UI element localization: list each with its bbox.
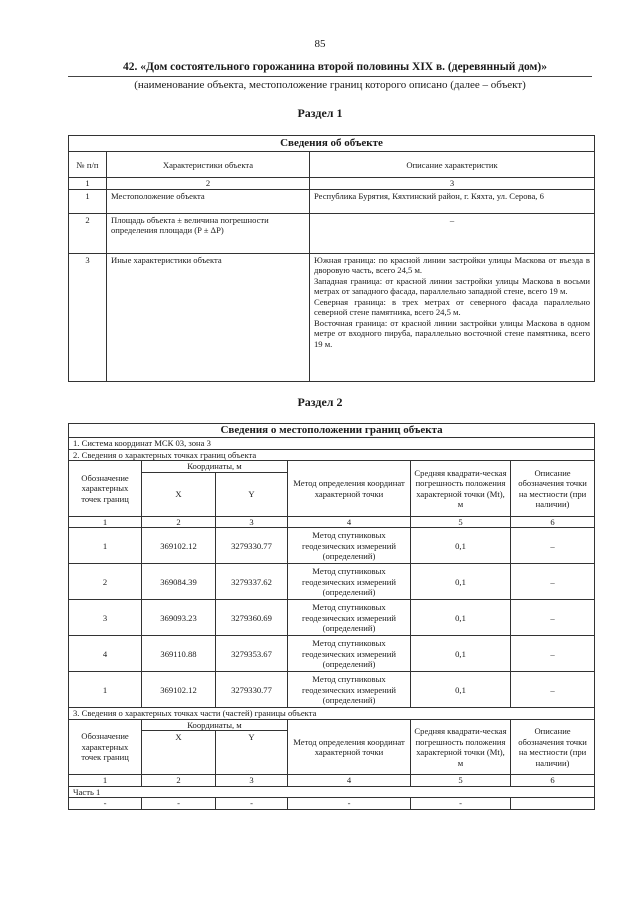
row-description [310,253,595,381]
section1-heading: Раздел 1 [297,106,343,120]
col-number: 5 [411,775,511,786]
row-num: 3 [69,253,107,381]
table-row [69,636,595,672]
point-y: 3279330.77 [216,672,288,708]
point-y: 3279337.62 [216,564,288,600]
header-coords: Координаты, м [142,461,288,472]
col-number: 1 [69,516,142,527]
col-number: 3 [216,775,288,786]
point-id: 1 [69,528,142,564]
title-underline [68,76,592,77]
point-error: 0,1 [411,672,511,708]
point-method: Метод спутниковых геодезических измерений (определений) [288,600,411,636]
point-x: 369102.12 [142,528,216,564]
col-number: 4 [288,516,411,527]
point-marker: – [511,528,595,564]
point-y: 3279330.77 [216,528,288,564]
row-num: 1 [69,189,107,213]
col-number: 4 [288,775,411,786]
coord-system: 1. Система координат МСК 03, зона 3 [69,438,595,449]
point-error: 0,1 [411,600,511,636]
header-error: Средняя квадрати-ческая погрешность положения характерной точки (Mt), м [411,461,511,516]
header-error: Средняя квадрати-ческая погрешность положения характерной точки (Mt), м [411,719,511,774]
part-row [69,798,595,809]
col-number: 6 [511,775,595,786]
part-cell: - [142,798,216,809]
part-cell: - [69,798,142,809]
header-y: Y [216,731,288,775]
header-designation: Обозначение характерных точек границ [69,719,142,774]
col-number: 6 [511,516,595,527]
header-y: Y [216,472,288,516]
point-method: Метод спутниковых геодезических измерений (определений) [288,564,411,600]
part-cell: - [411,798,511,809]
header-num: № п/п [69,152,107,178]
header-description: Описание характеристик [310,152,595,178]
col-number: 1 [69,178,107,189]
row-characteristic: Местоположение объекта [107,189,310,213]
header-coords: Координаты, м [142,719,288,730]
col-number: 2 [142,775,216,786]
boundary-location-table [68,423,595,810]
point-id: 1 [69,672,142,708]
point-method: Метод спутниковых геодезических измерений (определений) [288,636,411,672]
header-marker: Описание обозначения точки на местности (при наличии) [511,719,595,774]
points-body [69,528,595,708]
points-subtitle: 2. Сведения о характерных точках границ объекта [69,449,595,460]
object-info-table [68,135,595,382]
row-description: Республика Бурятия, Кяхтинский район, г. Кяхта, ул. Серова, 6 [310,189,595,213]
point-marker: – [511,600,595,636]
point-marker: – [511,672,595,708]
table-row [69,213,595,253]
section2-heading: Раздел 2 [297,395,343,409]
table-row [69,528,595,564]
table-row [69,600,595,636]
col-number: 5 [411,516,511,527]
row-characteristic: Иные характеристики объекта [107,253,310,381]
header-x: X [142,731,216,775]
row-characteristic: Площадь объекта ± величина погрешности определения площади (P ± ΔP) [107,213,310,253]
point-id: 3 [69,600,142,636]
header-method: Метод определения координат характерной точки [288,461,411,516]
point-method: Метод спутниковых геодезических измерений (определений) [288,672,411,708]
point-error: 0,1 [411,528,511,564]
col-number: 3 [310,178,595,189]
page-number: 85 [314,38,326,50]
point-x: 369110.88 [142,636,216,672]
col-number: 2 [107,178,310,189]
table-row [69,564,595,600]
object-title: 42. «Дом состоятельного горожанина второй половины XIX в. (деревянный дом)» [123,61,547,73]
point-x: 369102.12 [142,672,216,708]
object-info-caption: Сведения об объекте [69,136,595,152]
point-x: 369084.39 [142,564,216,600]
header-method: Метод определения координат характерной точки [288,719,411,774]
boundary-east: Восточная граница: от красной линии застройки улицы Маскова в одном метре от входного пируба, параллельно восточной стене памятника, всего 19 м. [314,317,590,349]
table-row [69,189,595,213]
header-marker: Описание обозначения точки на местности (при наличии) [511,461,595,516]
point-error: 0,1 [411,636,511,672]
row-description: – [310,213,595,253]
point-y: 3279353.67 [216,636,288,672]
col-number: 2 [142,516,216,527]
col-number: 3 [216,516,288,527]
point-method: Метод спутниковых геодезических измерений (определений) [288,528,411,564]
table-row [69,672,595,708]
point-id: 4 [69,636,142,672]
point-error: 0,1 [411,564,511,600]
object-subtitle: (наименование объекта, местоположение границ которого описано (далее – объект) [134,79,526,91]
part-cell: - [288,798,411,809]
part-cell [511,798,595,809]
parts-subtitle: 3. Сведения о характерных точках части (частей) границы объекта [69,708,595,719]
part-label: Часть 1 [69,786,595,797]
point-y: 3279360.69 [216,600,288,636]
point-id: 2 [69,564,142,600]
boundary-south: Южная граница: по красной линии застройки улицы Маскова от въезда в дворовую часть, всего 24,5 м. [314,254,590,276]
table-row [69,253,595,381]
boundary-location-caption: Сведения о местоположении границ объекта [69,424,595,438]
col-number: 1 [69,775,142,786]
boundary-north: Северная граница: в трех метрах от северного фасада параллельно северной стене памятника, всего 24,5 м. [314,296,590,318]
point-marker: – [511,564,595,600]
point-marker: – [511,636,595,672]
header-x: X [142,472,216,516]
part-cell: - [216,798,288,809]
boundary-west: Западная граница: от красной линии застройки улицы Маскова в восьми метрах от западного фасада, параллельно западной стене, всего 19 м. [314,275,590,297]
header-designation: Обозначение характерных точек границ [69,461,142,516]
point-x: 369093.23 [142,600,216,636]
header-characteristic: Характеристики объекта [107,152,310,178]
row-num: 2 [69,213,107,253]
